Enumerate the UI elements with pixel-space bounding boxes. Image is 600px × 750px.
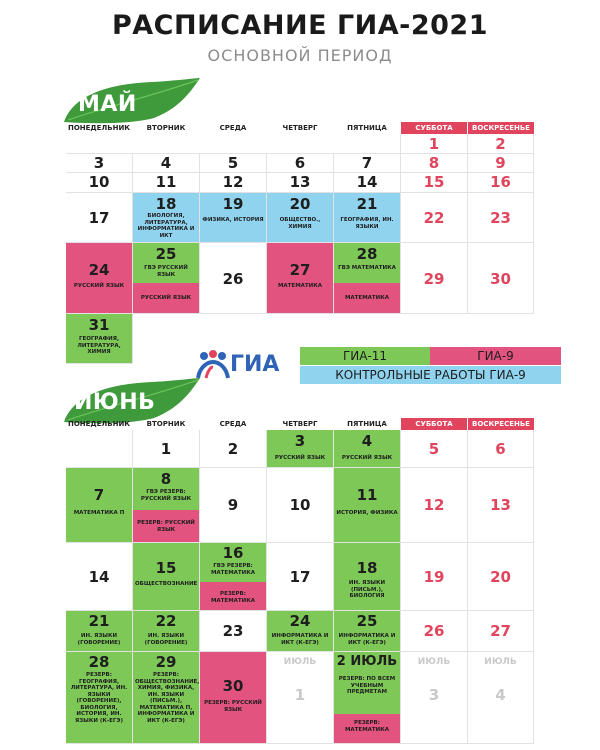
exam-subjects: ГЕОГРАФИЯ, ЛИТЕРАТУРА, ХИМИЯ <box>77 336 121 355</box>
day-cell <box>468 652 534 744</box>
exam-cell <box>66 314 133 364</box>
exam-subjects: РЕЗЕРВ: РУССКИЙ ЯЗЫК <box>204 700 262 713</box>
may-month-label: МАЙ <box>78 92 137 117</box>
day-number: 1 <box>428 135 440 153</box>
day-number: 3 <box>294 432 306 450</box>
day-number: 3 <box>428 686 440 704</box>
day-cell <box>334 173 401 193</box>
legend-gia11: ГИА-11 <box>300 347 430 365</box>
day-number: 15 <box>155 559 177 577</box>
day-number: 4 <box>361 432 373 450</box>
day-number: 3 <box>93 154 105 172</box>
exam-subjects: РУССКИЙ ЯЗЫК <box>73 283 125 289</box>
exam-subjects: РЕЗЕРВ: ПО ВСЕМ УЧЕБНЫМ ПРЕДМЕТАМ <box>338 676 396 695</box>
exam-subjects: ГЕОГРАФИЯ, ИН. ЯЗЫКИ <box>340 217 394 230</box>
day-number: 10 <box>289 496 311 514</box>
day-number: 16 <box>222 544 244 562</box>
month-label-july: ИЮЛЬ <box>283 657 317 667</box>
day-number: 4 <box>160 154 172 172</box>
exam-cell <box>334 430 401 468</box>
day-cell <box>401 243 468 314</box>
day-number: 23 <box>222 622 244 640</box>
day-cell <box>66 193 133 243</box>
day-number: 26 <box>423 622 445 640</box>
exam-cell <box>66 243 133 314</box>
weekday-sat: СУББОТА <box>401 122 467 134</box>
day-number: 2 <box>227 440 239 458</box>
exam-subjects-gia9: РЕЗЕРВ: МАТЕМАТИКА <box>210 591 256 604</box>
day-number: 6 <box>294 154 306 172</box>
day-cell <box>267 468 334 543</box>
day-number: 7 <box>93 486 105 504</box>
exam-cell <box>200 652 267 744</box>
day-cell <box>401 430 468 468</box>
day-cell <box>334 154 401 173</box>
day-number: 16 <box>490 173 511 191</box>
exam-cell <box>334 652 401 744</box>
exam-subjects-gia9: РУССКИЙ ЯЗЫК <box>140 295 192 301</box>
day-number: 22 <box>423 209 445 227</box>
day-cell <box>468 193 534 243</box>
day-cell <box>401 193 468 243</box>
day-number: 26 <box>222 270 244 288</box>
day-number: 24 <box>289 612 311 630</box>
day-cell <box>468 243 534 314</box>
weekday-sun: ВОСКРЕСЕНЬЕ <box>468 122 534 134</box>
day-cell <box>401 173 468 193</box>
legend-gia9: ГИА-9 <box>430 347 561 365</box>
day-number: 12 <box>423 496 445 514</box>
day-number: 22 <box>155 612 177 630</box>
day-number: 15 <box>423 173 445 191</box>
day-number: 9 <box>495 154 506 172</box>
day-cell <box>401 468 468 543</box>
day-number: 21 <box>88 612 110 630</box>
exam-cell <box>133 543 200 611</box>
exam-cell <box>133 611 200 652</box>
day-cell <box>200 430 267 468</box>
exam-subjects: ГВЭ РУССКИЙ ЯЗЫК <box>144 265 188 278</box>
day-number: 1 <box>294 686 306 704</box>
exam-subjects: РЕЗЕРВ: ГЕОГРАФИЯ, ЛИТЕРАТУРА, ИН. ЯЗЫКИ (ГОВОРЕНИЕ), БИОЛОГИЯ, ИСТОРИЯ, ИН. ЯЗЫКИ (К-ЕГЭ) <box>70 672 128 724</box>
exam-cell <box>133 243 200 314</box>
day-number: 19 <box>423 568 445 586</box>
day-number: 23 <box>490 209 511 227</box>
day-cell <box>267 173 334 193</box>
exam-subjects: ФИЗИКА, ИСТОРИЯ <box>202 217 264 223</box>
exam-subjects: ИН. ЯЗЫКИ (ГОВОРЕНИЕ) <box>144 633 188 646</box>
day-cell <box>66 154 133 173</box>
exam-subjects-gia9: РЕЗЕРВ: РУССКИЙ ЯЗЫК <box>137 520 195 533</box>
day-number: 2 ИЮЛЬ <box>336 654 398 669</box>
day-number: 28 <box>356 245 378 263</box>
exam-subjects: РЕЗЕРВ: ОБЩЕСТВОЗНАНИЕ, ХИМИЯ, ФИЗИКА, ИН. ЯЗЫКИ (ПИСЬМ.), МАТЕМАТИКА П, ИНФОРМАТИКА И ИКТ (К-ЕГЭ) <box>135 672 200 724</box>
weekday-fri: ПЯТНИЦА <box>347 420 387 428</box>
exam-cell <box>267 193 334 243</box>
weekday-wed: СРЕДА <box>219 124 247 132</box>
exam-cell <box>267 611 334 652</box>
exam-subjects: МАТЕМАТИКА П <box>73 510 125 516</box>
day-cell <box>468 154 534 173</box>
legend-control-works: КОНТРОЛЬНЫЕ РАБОТЫ ГИА-9 <box>300 366 561 384</box>
day-number: 9 <box>227 496 239 514</box>
day-number: 6 <box>495 440 506 458</box>
day-cell <box>468 134 534 154</box>
exam-subjects: ИН. ЯЗЫКИ (ГОВОРЕНИЕ) <box>77 633 121 646</box>
day-cell <box>66 173 133 193</box>
day-number: 27 <box>490 622 511 640</box>
day-number: 10 <box>88 173 110 191</box>
exam-subjects: МАТЕМАТИКА <box>277 283 323 289</box>
day-cell <box>66 543 133 611</box>
day-cell <box>267 652 334 744</box>
day-number: 13 <box>289 173 311 191</box>
exam-cell <box>66 468 133 543</box>
day-number: 29 <box>155 653 177 671</box>
day-cell <box>401 611 468 652</box>
exam-subjects: ИНФОРМАТИКА И ИКТ (К-ЕГЭ) <box>338 633 396 646</box>
day-number: 19 <box>222 195 244 213</box>
exam-cell <box>66 652 133 744</box>
exam-cell <box>334 611 401 652</box>
exam-cell <box>334 193 401 243</box>
exam-subjects-gia9: РЕЗЕРВ: МАТЕМАТИКА <box>344 720 390 733</box>
day-cell <box>401 154 468 173</box>
day-number: 18 <box>356 559 378 577</box>
day-number: 31 <box>88 316 110 334</box>
exam-cell <box>267 243 334 314</box>
gia-logo <box>196 348 296 384</box>
exam-cell <box>334 243 401 314</box>
day-cell <box>267 543 334 611</box>
exam-subjects: РУССКИЙ ЯЗЫК <box>341 455 393 461</box>
exam-cell <box>133 468 200 543</box>
day-cell <box>468 173 534 193</box>
day-number: 7 <box>361 154 373 172</box>
day-cell <box>468 611 534 652</box>
day-number: 5 <box>227 154 239 172</box>
exam-subjects: ОБЩЕСТВОЗНАНИЕ <box>135 581 198 587</box>
weekday-thu: ЧЕТВЕРГ <box>282 420 318 428</box>
exam-subjects: ГВЭ РЕЗЕРВ: МАТЕМАТИКА <box>210 563 256 576</box>
june-month-label: ИЮНЬ <box>74 390 156 415</box>
day-cell <box>200 173 267 193</box>
day-cell <box>200 611 267 652</box>
weekday-fri: ПЯТНИЦА <box>347 124 387 132</box>
day-number: 14 <box>356 173 378 191</box>
day-number: 25 <box>356 612 378 630</box>
day-cell <box>267 154 334 173</box>
day-cell <box>401 134 468 154</box>
weekday-wed: СРЕДА <box>219 420 247 428</box>
day-number: 27 <box>289 261 311 279</box>
day-cell <box>200 154 267 173</box>
exam-subjects: ИНФОРМАТИКА И ИКТ (К-ЕГЭ) <box>271 633 329 646</box>
day-number: 30 <box>222 677 244 695</box>
day-cell <box>401 543 468 611</box>
exam-cell <box>334 543 401 611</box>
day-number: 20 <box>490 568 511 586</box>
day-cell <box>66 134 401 154</box>
gia-logo-text: ГИА <box>230 352 280 377</box>
day-cell <box>133 430 200 468</box>
day-number: 2 <box>495 135 506 153</box>
day-number: 4 <box>495 686 506 704</box>
exam-cell <box>200 543 267 611</box>
day-number: 29 <box>423 270 445 288</box>
exam-subjects: ГВЭ МАТЕМАТИКА <box>338 265 396 271</box>
page-title: РАСПИСАНИЕ ГИА-2021 <box>112 10 488 41</box>
exam-subjects: РУССКИЙ ЯЗЫК <box>274 455 326 461</box>
weekday-tue: ВТОРНИК <box>146 124 186 132</box>
day-cell <box>200 243 267 314</box>
day-number: 25 <box>155 245 177 263</box>
weekday-tue: ВТОРНИК <box>146 420 186 428</box>
day-number: 12 <box>222 173 244 191</box>
day-number: 1 <box>160 440 172 458</box>
weekday-sun: ВОСКРЕСЕНЬЕ <box>468 418 534 430</box>
day-cell <box>468 468 534 543</box>
exam-cell <box>66 611 133 652</box>
weekday-mon: ПОНЕДЕЛЬНИК <box>67 124 131 132</box>
exam-subjects: ИСТОРИЯ, ФИЗИКА <box>336 510 398 516</box>
day-number: 8 <box>160 470 172 488</box>
exam-cell <box>267 430 334 468</box>
day-number: 13 <box>490 496 511 514</box>
day-cell <box>66 430 133 468</box>
day-number: 17 <box>88 209 110 227</box>
exam-cell <box>334 468 401 543</box>
day-number: 17 <box>289 568 311 586</box>
page-subtitle: ОСНОВНОЙ ПЕРИОД <box>207 46 393 65</box>
day-cell <box>468 543 534 611</box>
day-cell <box>200 468 267 543</box>
day-number: 8 <box>428 154 440 172</box>
day-number: 11 <box>356 486 378 504</box>
day-number: 14 <box>88 568 110 586</box>
day-cell <box>133 154 200 173</box>
day-cell <box>468 430 534 468</box>
month-label-july: ИЮЛЬ <box>417 657 451 667</box>
exam-subjects: ГВЭ РЕЗЕРВ: РУССКИЙ ЯЗЫК <box>140 489 192 502</box>
day-number: 5 <box>428 440 440 458</box>
weekday-mon: ПОНЕДЕЛЬНИК <box>67 420 131 428</box>
day-number: 30 <box>490 270 511 288</box>
exam-cell <box>133 652 200 744</box>
day-number: 11 <box>155 173 177 191</box>
month-label-july: ИЮЛЬ <box>484 657 517 667</box>
day-number: 20 <box>289 195 311 213</box>
weekday-sat: СУББОТА <box>401 418 467 430</box>
day-number: 21 <box>356 195 378 213</box>
day-number: 24 <box>88 261 110 279</box>
people-icon <box>196 350 230 380</box>
exam-subjects-gia9: МАТЕМАТИКА <box>344 295 390 301</box>
exam-cell <box>133 193 200 243</box>
exam-subjects: ОБЩЕСТВО., ХИМИЯ <box>279 217 321 230</box>
exam-subjects: БИОЛОГИЯ, ЛИТЕРАТУРА, ИНФОРМАТИКА И ИКТ <box>137 213 195 239</box>
weekday-thu: ЧЕТВЕРГ <box>282 124 318 132</box>
exam-cell <box>200 193 267 243</box>
day-number: 18 <box>155 195 177 213</box>
day-number: 28 <box>88 653 110 671</box>
day-cell <box>133 173 200 193</box>
exam-subjects: ИН. ЯЗЫКИ (ПИСЬМ.), БИОЛОГИЯ <box>348 580 386 599</box>
day-cell <box>401 652 468 744</box>
